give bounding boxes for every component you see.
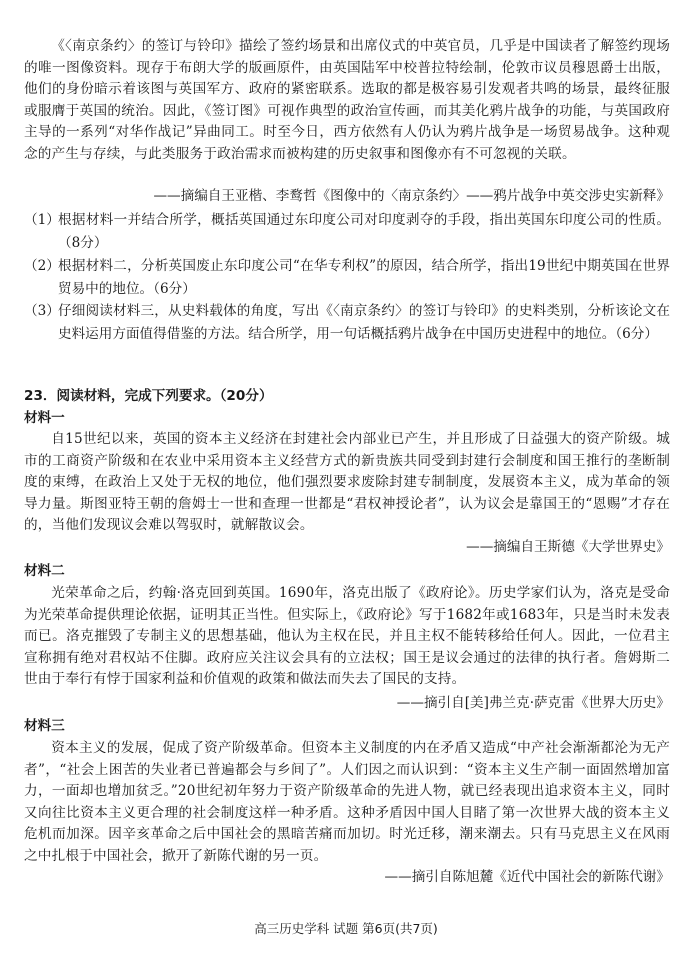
material-two-source: ——摘引自[美]弗兰克·萨克雷《世界大历史》 (396, 695, 670, 711)
question-22-1 (24, 209, 670, 255)
question-number: （3） (24, 303, 60, 319)
question-text: 仔细阅读材料三，从史料载体的角度，写出《〈南京条约〉的签订与铃印》的史料类别，分析该论文在史料运用方面值得借鉴的方法。结合所学，用一句话概括鸦片战争在中国历史进程中的地位。（6分） (58, 303, 670, 342)
question-22-2 (24, 255, 670, 301)
question-23-title: 23．阅读材料，完成下列要求。（20分） (24, 388, 273, 404)
material-one-source: ——摘编自王斯德《大学世界史》 (466, 539, 670, 555)
material-three-source: ——摘编自王亚楷、李鹜哲《图像中的〈南京条约〉——鸦片战争中英交涉史实新释》 (153, 188, 670, 204)
material-one-label: 材料一 (24, 410, 65, 426)
question-number: （2） (24, 258, 60, 274)
material-three-cite: ——摘引自陈旭麓《近代中国社会的新陈代谢》 (384, 869, 670, 885)
question-text: 根据材料二，分析英国废止东印度公司“在华专利权”的原因，结合所学，指出19世纪中期英国在世界贸易中的地位。（6分） (58, 258, 670, 297)
question-number: （1） (24, 212, 60, 228)
question-22-3 (24, 300, 670, 346)
material-two-label: 材料二 (24, 563, 65, 579)
material-three-intro-paragraph: 《〈南京条约〉的签订与铃印》描绘了签约场景和出席仪式的中英官员，几乎是中国读者了解签约现场的唯一图像资料。现存于布朗大学的版画原件，由英国陆军中校普拉特绘制，伦敦市议员穆恩爵士出版，他们的身份暗示着该图与英国军方、政府的紧密联系。选取的都是极容易引发观者共鸣的场景，最终征服或服膺于英国的统治。因此，《签订图》可视作典型的政治宣传画，而其美化鸦片战争的功能，与英国政府主导的一系列“对华作战记”异曲同工。时至今日，西方依然有人仍认为鸦片战争是一场贸易战争。这种观念的产生与存续，与此类服务于政治需求而被构建的历史叙事和图像亦有不可忽视的关联。 (24, 38, 670, 162)
page-footer: 高三历史学科 试题 第6页(共7页) (254, 921, 438, 936)
material-two-text: 光荣革命之后，约翰·洛克回到英国。1690年，洛克出版了《政府论》。历史学家们认为，洛克是受命为光荣革命提供理论依据，证明其正当性。但实际上，《政府论》写于1682年或1683年，只是当时未发表而已。洛克摧毁了专制主义的思想基础，他认为主权在民，并且主权不能转移给任何人。因此，一位君主宣称拥有绝对君权站不住脚。政府应关注议会具有的立法权；国王是议会通过的法律的执行者。詹姆斯二世由于奉行有悖于国家利益和价值观的政策和做法而失去了国民的支持。 (24, 585, 670, 687)
material-three-label: 材料三 (24, 718, 65, 734)
question-text: 根据材料一并结合所学，概括英国通过东印度公司对印度剥夺的手段，指出英国东印度公司的性质。（8分） (58, 212, 670, 251)
material-three-text: 资本主义的发展，促成了资产阶级革命。但资本主义制度的内在矛盾又造成“中产社会渐渐都沦为无产者”，“社会上困苦的失业者已普遍都会与乡间了”。人们因之而认识到：“资本主义生产制一面固然增加富力，一面却也增加贫乏。”20世纪初年努力于资产阶级革命的先进人物，就已经表现出追求资本主义，同时又向往比资本主义更合理的社会制度这样一种矛盾。这种矛盾因中国人目睹了第一次世界大战的资本主义危机而加深。因辛亥革命之后中国社会的黑暗苦痛而加切。时光迁移，潮来潮去。只有马克思主义在风雨之中扎根于中国社会，掀开了新陈代谢的另一页。 (24, 740, 670, 864)
material-one-text: 自15世纪以来，英国的资本主义经济在封建社会内部业已产生，并且形成了日益强大的资产阶级。城市的工商资产阶级和在农业中采用资本主义经营方式的新贵族共同受到封建行会制度和国王推行的垄断制度的束缚，在政治上又处于无权的地位，他们强烈要求废除封建专制制度，发展资本主义，成为革命的领导力量。斯图亚特王朝的詹姆士一世和查理一世都是“君权神授论者”，认为议会是靠国王的“恩赐”才存在的，当他们发现议会难以驾驭时，就解散议会。 (24, 431, 670, 533)
